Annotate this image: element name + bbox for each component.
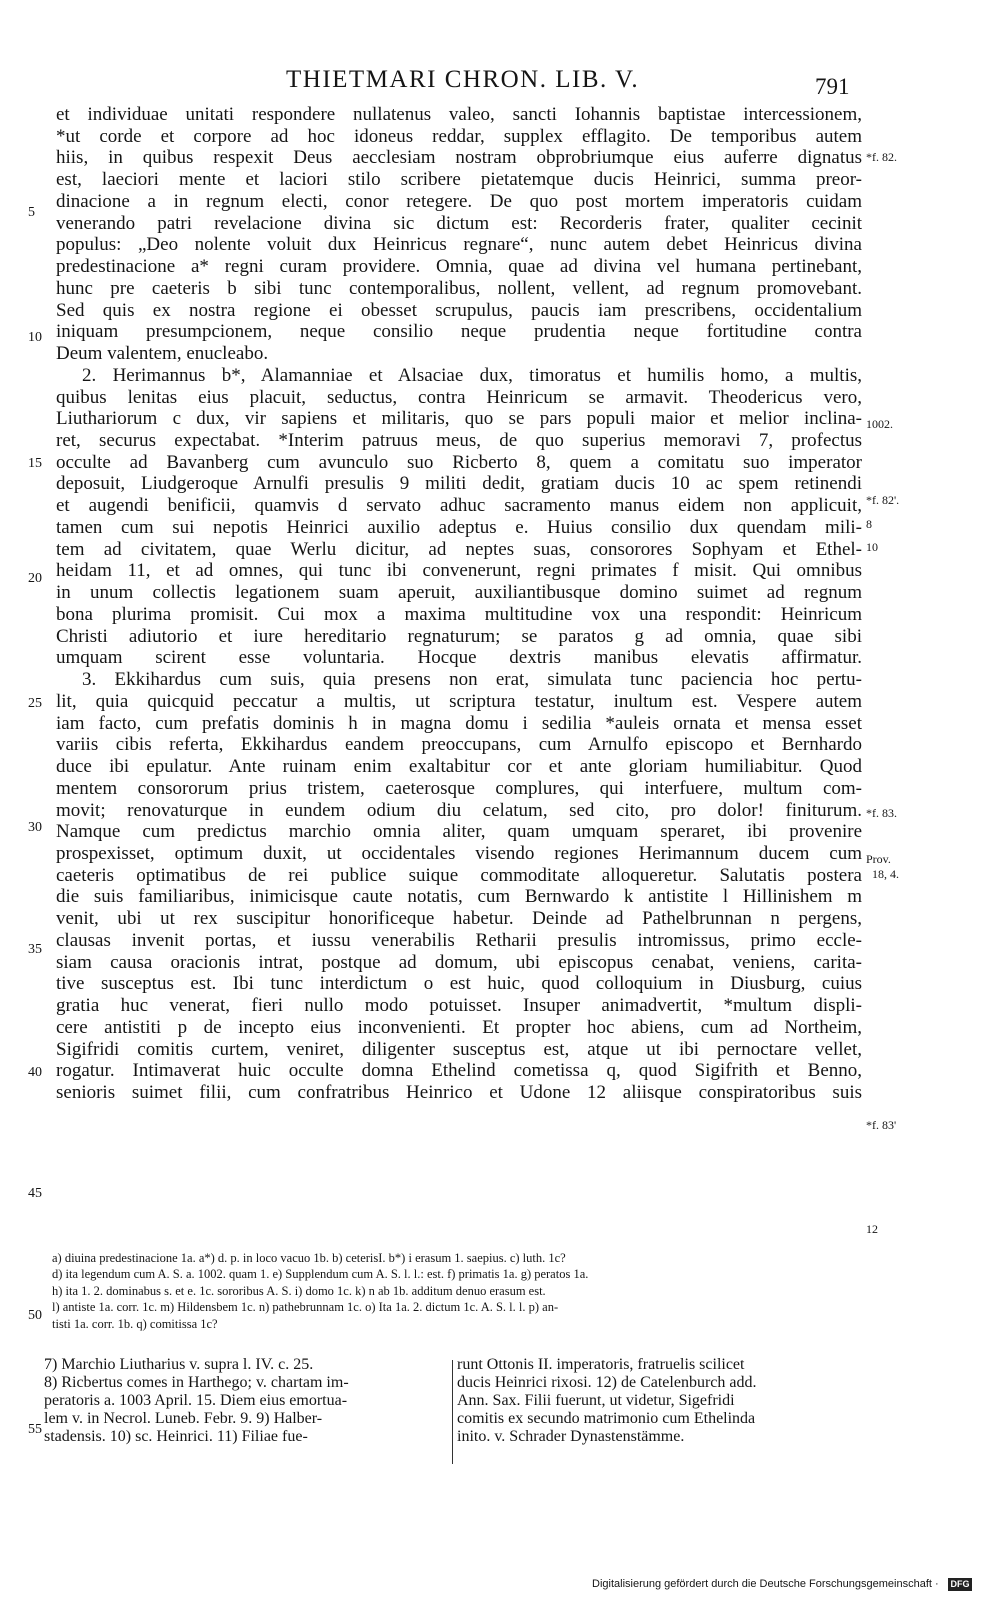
text-line: iam facto, cum prefatis dominis h in magna domu i sedilia *auleis ornata et mensa esset xyxy=(56,712,862,734)
commentary-line: 7) Marchio Liutharius v. supra l. IV. c. 25. xyxy=(44,1356,314,1373)
page-number: 791 xyxy=(815,74,850,99)
text-line: heidam 11, et ad omnes, qui tunc ibi convenerunt, regni primates f misit. Qui omnibus xyxy=(56,560,862,582)
text-line: Deum valentem, enucleabo. xyxy=(56,343,269,365)
line-number: 20 xyxy=(28,571,42,586)
text-line: duce ibi epulatur. Ante ruinam enim exaltabitur cor et ante gloriam humiliabitur. Quod xyxy=(56,756,862,778)
text-line: senioris suimet filii, cum confratribus Heinrico et Udone 12 aliisque conspiratoribus suis xyxy=(56,1082,862,1104)
page-header xyxy=(0,66,1000,106)
text-line: Christi adiutorio et iure hereditario regnaturum; se paratos g ad omnia, quae sibi xyxy=(56,625,862,647)
commentary-line: runt Ottonis II. imperatoris, fratruelis scilicet xyxy=(457,1356,745,1373)
margin-citation-note: Prov. xyxy=(866,852,891,866)
text-line: siam causa oracionis intrat, postque ad domum, ubi episcopus cenabat, veniens, carita- xyxy=(56,951,862,973)
text-line: occulte ad Bavanberg cum avunculo suo Ricberto 8, quem a comitatu suo imperator xyxy=(56,451,862,473)
line-number: 25 xyxy=(28,696,42,711)
margin-ref-note: 10 xyxy=(866,540,878,554)
footnote-line: a) diuina predestinacione 1a. a*) d. p. in loco vacuo 1b. b) ceterisI. b*) i erasum 1. saepius. c) luth. 1c? xyxy=(52,1251,566,1265)
text-line: Namque cum predictus marchio omnia aliter, quam umquam speraret, ibi provenire xyxy=(56,821,862,843)
margin-folio-note: *f. 83' xyxy=(866,1118,897,1132)
text-line: predestinacione a* regni curam providere. Omnia, quae ad divina vel humana pertinebant, xyxy=(56,256,862,278)
text-line: caeteris optimatibus de rei publice suique commoditate alloqueretur. Salutatis postera xyxy=(56,864,862,886)
footnote-line: d) ita legendum cum A. S. a. 1002. quam 1. e) Supplendum cum A. S. l. l.: est. f) primatis 1a. g) peratos 1a. xyxy=(52,1267,589,1282)
text-line: hunc pre caeteris b sibi tunc contemporalibus, nollent, vellent, ad regnum promovebant. xyxy=(56,277,862,299)
text-line: die suis familiaribus, inimicisque caute notatis, cum Bernwardo k antistite l Hillinishem m xyxy=(56,886,862,908)
text-line: lit, quia quicquid peccatur a multis, ut scriptura testatur, inultum est. Vespere autem xyxy=(56,690,862,712)
margin-citation-note: 18, 4. xyxy=(872,867,899,881)
text-line: tamen cum sui nepotis Heinrici auxilio adeptus e. Huius consilio dux quendam mili- xyxy=(56,516,862,538)
margin-folio-note: *f. 83. xyxy=(866,806,897,820)
text-line: clausas invenit portas, et iussu venerabilis Retharii presulis intromissus, primo eccle- xyxy=(56,929,862,951)
commentary-line: Ann. Sax. Filii fuerunt, ut videtur, Sigefridi xyxy=(457,1392,735,1410)
text-line: populus: „Deo nolente voluit dux Heinricus regnare“, nunc autem debet Heinricus divina xyxy=(56,234,862,256)
line-number: 15 xyxy=(28,456,42,471)
commentary-line: 8) Ricbertus comes in Harthego; v. chartam im- xyxy=(44,1374,349,1392)
commentary-line: ducis Heinrici rixosi. 12) de Catelenburch add. xyxy=(457,1374,757,1392)
text-line: 2. Herimannus b*, Alamanniae et Alsaciae dux, timoratus et humilis homo, a multis, xyxy=(82,364,862,386)
text-line: hiis, in quibus respexit Deus aecclesiam nostram obprobriumque eius auferre dignatus xyxy=(56,147,862,169)
commentary-line: stadensis. 10) sc. Heinrici. 11) Filiae fue- xyxy=(44,1428,308,1446)
commentary-line: lem v. in Necrol. Luneb. Febr. 9. 9) Halber- xyxy=(44,1410,323,1428)
column-divider xyxy=(452,1360,453,1464)
commentary-line: inito. v. Schrader Dynastenstämme. xyxy=(457,1428,685,1446)
text-line: venerando patri revelacione divina sic dictum est: Recorderis frater, qualiter cecinit xyxy=(56,212,862,234)
text-line: gratia huc venerat, fieri nullo modo potuisset. Insuper animadvertit, *multum displi- xyxy=(56,995,862,1017)
commentary-right-column xyxy=(457,1356,857,1446)
text-line: 3. Ekkihardus cum suis, quia presens non erat, simulata tunc paciencia hoc pertu- xyxy=(82,669,862,691)
text-line: prospexisset, optimum duxit, ut occidentales visendo regiones Herimannum ducem cum xyxy=(56,842,862,864)
critical-apparatus xyxy=(52,1250,860,1332)
commentary-left-column xyxy=(44,1356,449,1446)
text-line: mentem consororum prius tristem, caeterosque complures, qui interfuere, multum com- xyxy=(56,777,862,799)
line-number: 40 xyxy=(28,1065,42,1080)
text-line: venit, ubi ut rex suscipitur honorificeque habetur. Deinde ad Pathelbrunnan n pergens, xyxy=(56,908,862,930)
text-line: et augendi benificii, quamvis d servato adhuc sacramento manus eidem non applicuit, xyxy=(56,495,862,517)
text-line: in unum collectis legationem suam aperuit, auxiliantibusque domino suimet ad regnum xyxy=(56,582,862,604)
text-line: dinacione a in regnum electi, conor retegere. De quo post mortem imperatoris cuidam xyxy=(56,190,862,212)
footnote-line: h) ita 1. 2. dominabus s. et e. 1c. sororibus A. S. i) domo 1c. k) n ab 1b. additum denuo erasum est. xyxy=(52,1283,546,1298)
digitization-credit: Digitalisierung gefördert durch die Deutsche Forschungsgemeinschaft · xyxy=(592,1578,939,1590)
text-line: variis cibis referta, Ekkihardus eandem preoccupans, cum Arnulfo episcopo et Bernhardo xyxy=(56,734,862,756)
commentary-line: peratoris a. 1003 April. 15. Diem eius emortua- xyxy=(44,1392,348,1410)
text-line: umquam scirent esse voluntaria. Hocque dextris manibus elevatis affirmatur. xyxy=(56,647,862,669)
text-line: rogatur. Intimaverat huic occulte domna Ethelind cometissa q, quod Sigifrith et Benno, xyxy=(56,1060,862,1082)
text-line: est, laeciori mente et laciori stilo scribere pietatemque ducis Heinrici, summa preor- xyxy=(56,169,862,191)
line-number: 45 xyxy=(28,1186,42,1201)
margin-ref-note: 8 xyxy=(866,517,872,531)
line-number: 10 xyxy=(28,330,42,345)
text-line: ret, securus expectabat. *Interim patruus meus, de quo superius memoravi 7, profectus xyxy=(56,430,862,452)
commentary-line: comitis ex secundo matrimonio cum Ethelinda xyxy=(457,1410,756,1428)
text-line: iniquam presumpcionem, neque consilio neque prudentia neque fortitudine contra xyxy=(56,321,862,343)
running-title: THIETMARI CHRON. LIB. V. xyxy=(286,66,640,93)
text-line: quibus lenitas eius placuit, seductus, contra Heinricum se armavit. Theodericus vero, xyxy=(56,386,862,408)
footnote-line: tisti 1a. corr. 1b. q) comitissa 1c? xyxy=(52,1316,218,1331)
line-number: 5 xyxy=(28,205,35,220)
footnote-line: l) antiste 1a. corr. 1c. m) Hildensbem 1c. n) pathebrunnam 1c. o) Ita 1a. 2. dictum 1c. A. S. l. l. p) an- xyxy=(52,1300,559,1315)
text-line: Sigifridi comitis curtem, veniret, diligenter susceptus est, atque ut ibi pernoctare vellet, xyxy=(56,1038,862,1060)
margin-folio-note: *f. 82'. xyxy=(866,493,900,507)
text-line: Sed quis ex nostra regione ei obesset scrupulus, paucis iam prescribens, occidentalium xyxy=(56,299,862,321)
text-line: et individuae unitati respondere nullatenus valeo, sancti Iohannis baptistae intercessionem, xyxy=(56,104,862,125)
main-text xyxy=(56,104,862,1104)
line-number: 35 xyxy=(28,942,42,957)
text-line: bona plurima promisit. Cui mox a maxima multitudine vox una respondit: Heinricum xyxy=(56,603,862,625)
text-line: cere antistiti p de incepto eius inconvenienti. Et propter hoc abiens, cum ad Northeim, xyxy=(56,1016,862,1038)
margin-ref-note: 12 xyxy=(866,1222,878,1236)
line-number: 30 xyxy=(28,820,42,835)
line-number: 55 xyxy=(28,1422,42,1437)
dfg-logo: DFG xyxy=(948,1578,972,1591)
text-line: *ut corde et corpore ad hoc idoneus reddar, supplex efflagito. De temporibus autem xyxy=(56,125,862,147)
margin-folio-note: *f. 82. xyxy=(866,150,897,164)
text-line: movit; renovaturque in eundem odium diu celatum, sed cito, pro dolor! finiturum. xyxy=(56,799,862,821)
margin-year-note: 1002. xyxy=(866,417,893,431)
text-line: Liuthariorum c dux, vir sapiens et militaris, quo se pars populi maior et melior inclina- xyxy=(56,408,862,430)
line-number: 50 xyxy=(28,1308,42,1323)
text-line: deposuit, Liudgeroque Arnulfi presulis 9 militi dedit, gratiam ducis 10 ac spem retinendi xyxy=(56,473,862,495)
text-line: tem ad civitatem, quae Werlu dicitur, ad neptes suas, consorores Sophyam et Ethel- xyxy=(56,538,862,560)
text-line: tive susceptus est. Ibi tunc interdictum o est huic, quod colloquium in Diusburg, cuius xyxy=(56,973,862,995)
